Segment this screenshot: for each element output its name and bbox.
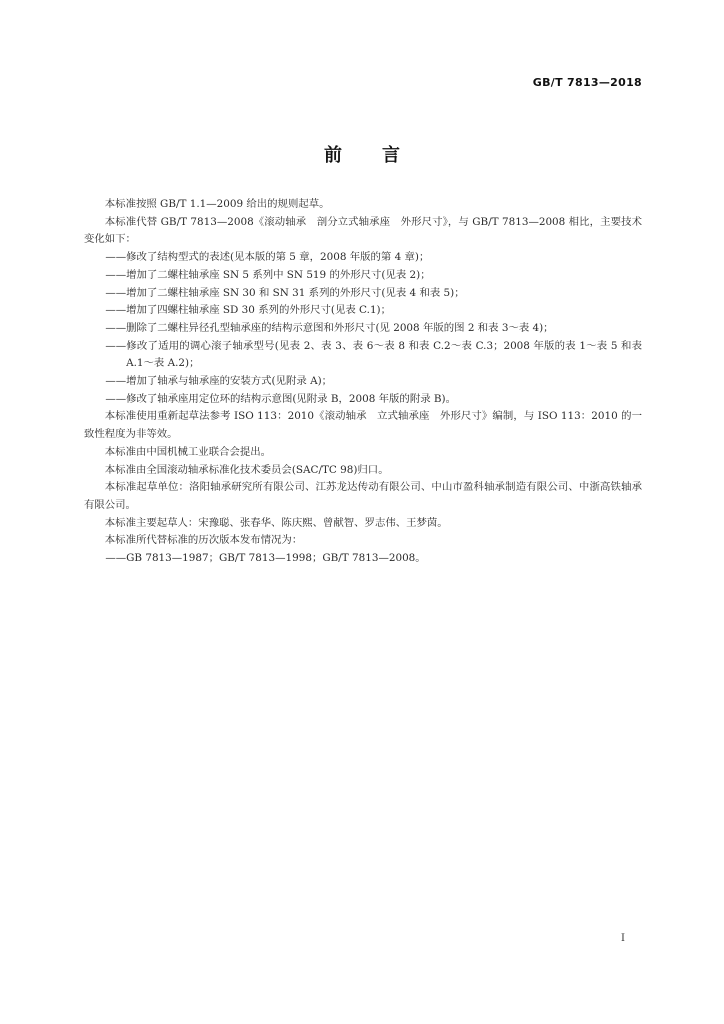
paragraph-centralized: 本标准由全国滚动轴承标准化技术委员会(SAC/TC 98)归口。 bbox=[104, 463, 389, 476]
paragraph-replacement: 本标准代替 GB/T 7813—2008《滚动轴承 剖分立式轴承座 外形尺寸》，与 GB/T 7813—2008 相比，主要技术变化如下： bbox=[84, 215, 642, 246]
standard-number: GB/T 7813—2018 bbox=[532, 76, 642, 89]
paragraph-drafting-rules: 本标准按照 GB/T 1.1—2009 给出的规则起草。 bbox=[104, 198, 330, 210]
change-item: ——修改了结构型式的表述(见本版的第 5 章，2008 年版的第 4 章)； bbox=[105, 251, 430, 264]
paragraph-drafters: 本标准主要起草人：宋豫聪、张春华、陈庆熙、曾献智、罗志伟、王梦茵。 bbox=[104, 516, 448, 529]
paragraph-drafting-units: 本标准起草单位：洛阳轴承研究所有限公司、江苏龙达传动有限公司、中山市盈科轴承制造有限公司、中浙高铁轴承有限公司。 bbox=[84, 481, 642, 511]
page-number: I bbox=[621, 933, 625, 944]
title-char-2: 言 bbox=[382, 145, 400, 166]
change-item: ——修改了适用的调心滚子轴承型号(见表 2、表 3、表 6～表 8 和表 C.2～表 C.3；2008 年版的表 1～表 5 和表 A.1～表 A.2)； bbox=[105, 339, 642, 370]
change-item: ——删除了二螺柱异径孔型轴承座的结构示意图和外形尺寸(见 2008 年版的图 2 和表 3～表 4)； bbox=[105, 321, 554, 334]
change-item: ——增加了二螺柱轴承座 SN 5 系列中 SN 519 的外形尺寸(见表 2)； bbox=[105, 268, 431, 281]
paragraph-iso-reference: 本标准使用重新起草法参考 ISO 113：2010《滚动轴承 立式轴承座 外形尺寸》编制，与 ISO 113：2010 的一致性程度为非等效。 bbox=[84, 410, 642, 441]
change-item: ——增加了轴承与轴承座的安装方式(见附录 A)； bbox=[105, 375, 333, 388]
change-item: ——增加了二螺柱轴承座 SN 30 和 SN 31 系列的外形尺寸(见表 4 和表 5)； bbox=[105, 286, 465, 299]
change-item: ——修改了轴承座用定位环的结构示意图(见附录 B，2008 年版的附录 B)。 bbox=[105, 392, 456, 405]
change-item: ——增加了四螺柱轴承座 SD 30 系列的外形尺寸(见表 C.1)； bbox=[105, 304, 391, 317]
paragraph-proposer: 本标准由中国机械工业联合会提出。 bbox=[104, 445, 272, 458]
preface-body bbox=[84, 196, 642, 568]
history-item: ——GB 7813—1987；GB/T 7813—1998；GB/T 7813—2008。 bbox=[105, 552, 426, 565]
page-title bbox=[0, 141, 724, 167]
title-char-1: 前 bbox=[324, 145, 342, 166]
paragraph-history-intro: 本标准所代替标准的历次版本发布情况为： bbox=[104, 534, 303, 547]
